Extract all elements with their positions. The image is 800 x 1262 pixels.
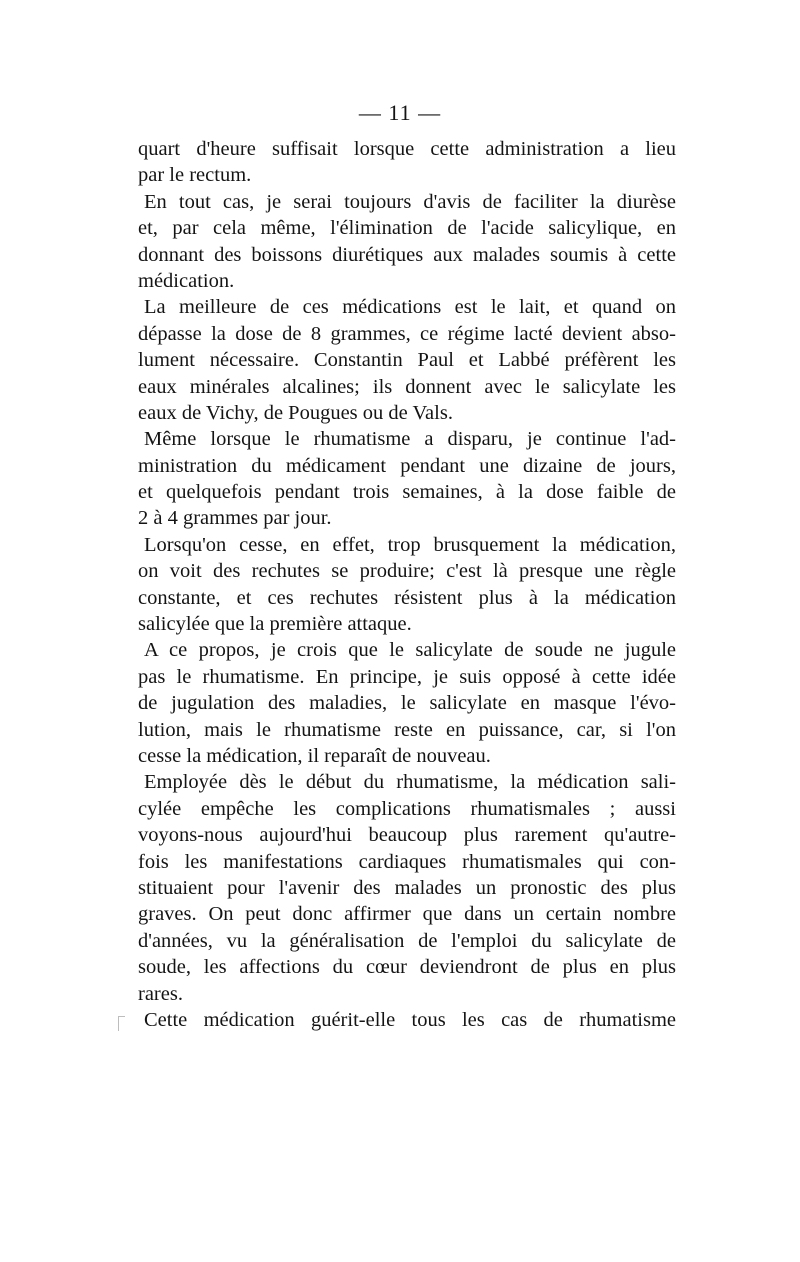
page-number: — 11 —: [358, 100, 442, 125]
text-line: graves. On peut donc affirmer que dans un certain nombre: [138, 903, 676, 926]
text-line: cylée empêche les complications rhumatismales ; aussi: [138, 797, 676, 820]
text-line: eaux de Vichy, de Pougues ou de Vals.: [138, 401, 453, 424]
text-line: Cette médication guérit-elle tous les cas de rhumatisme: [144, 1008, 676, 1031]
text-line: par le rectum.: [138, 164, 252, 187]
text-line: eaux minérales alcalines; ils donnent avec le salicylate les: [138, 375, 676, 398]
text-line: pas le rhumatisme. En principe, je suis opposé à cette idée: [138, 665, 676, 688]
text-line: on voit des rechutes se produire; c'est là presque une règle: [138, 560, 676, 583]
text-line: salicylée que la première attaque.: [138, 613, 412, 636]
body-text: [138, 136, 676, 1033]
text-line: Employée dès le début du rhumatisme, la médication sali-: [144, 771, 676, 794]
text-line: stituaient pour l'avenir des malades un pronostic des plus: [138, 876, 676, 899]
text-line: voyons-nous aujourd'hui beaucoup plus rarement qu'autre-: [138, 824, 676, 847]
text-line: ministration du médicament pendant une dizaine de jours,: [138, 454, 676, 477]
text-line: dépasse la dose de 8 grammes, ce régime lacté devient abso-: [138, 322, 676, 345]
text-line: quart d'heure suffisait lorsque cette administration a lieu: [138, 138, 676, 160]
text-line: lument nécessaire. Constantin Paul et Labbé préfèrent les: [138, 349, 676, 372]
text-line: En tout cas, je serai toujours d'avis de faciliter la diurèse: [144, 190, 676, 213]
text-line: fois les manifestations cardiaques rhumatismales qui con-: [138, 850, 676, 873]
text-line: donnant des boissons diurétiques aux malades soumis à cette: [138, 243, 676, 266]
text-line: 2 à 4 grammes par jour.: [138, 507, 332, 530]
text-line: Même lorsque le rhumatisme a disparu, je continue l'ad-: [144, 428, 676, 451]
print-mark: [118, 1016, 125, 1031]
text-line: Lorsqu'on cesse, en effet, trop brusquement la médication,: [144, 533, 676, 556]
text-line: constante, et ces rechutes résistent plus à la médication: [138, 586, 676, 609]
text-line: d'années, vu la généralisation de l'emploi du salicylate de: [138, 929, 676, 952]
text-line: rares.: [138, 982, 183, 1005]
text-line: et quelquefois pendant trois semaines, à la dose faible de: [138, 481, 676, 504]
text-line: et, par cela même, l'élimination de l'acide salicylique, en: [138, 217, 676, 240]
text-line: de jugulation des maladies, le salicylate en masque l'évo-: [138, 692, 676, 715]
text-line: lution, mais le rhumatisme reste en puissance, car, si l'on: [138, 718, 676, 741]
text-line: cesse la médication, il reparaît de nouveau.: [138, 744, 491, 767]
text-line: soude, les affections du cœur deviendront de plus en plus: [138, 956, 676, 979]
text-line: médication.: [138, 269, 235, 292]
text-line: La meilleure de ces médications est le lait, et quand on: [144, 296, 676, 319]
text-line: A ce propos, je crois que le salicylate de soude ne jugule: [144, 639, 676, 662]
